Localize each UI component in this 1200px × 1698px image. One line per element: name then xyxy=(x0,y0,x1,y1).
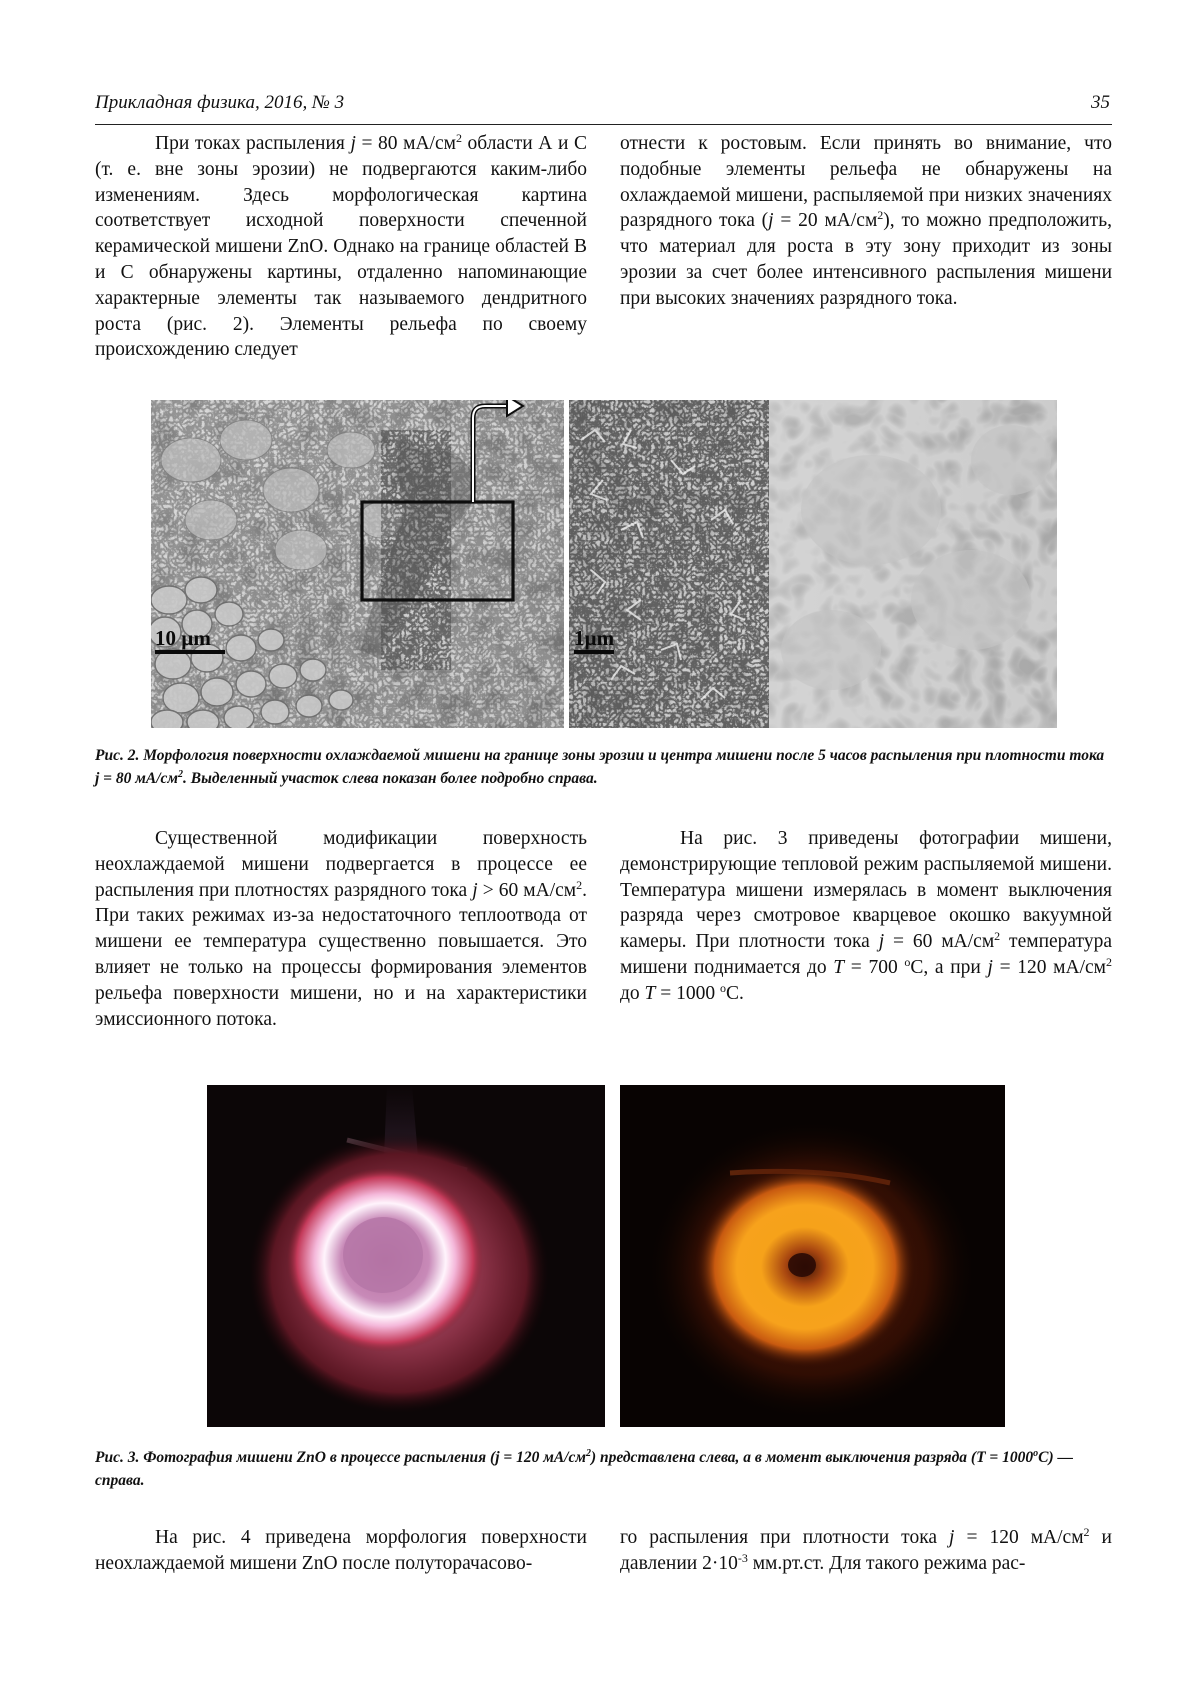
degree-mark: o xyxy=(1033,1448,1039,1459)
text-column-right-2 xyxy=(620,826,1112,1007)
superscript: 2 xyxy=(1083,1525,1090,1539)
text-run: С. xyxy=(726,982,744,1004)
caption-text: Рис. 3. Фотография мишени ZnO в процессе распыления (j = 120 мА/см xyxy=(95,1449,586,1466)
text-run: При токах распыления xyxy=(155,133,351,154)
text-run: го распыления при плотности тока xyxy=(620,1527,950,1548)
paragraph xyxy=(620,826,1112,1007)
paragraph xyxy=(620,131,1112,312)
text-run: = 700 xyxy=(844,956,905,978)
text-run: температура мишени поднимается до xyxy=(620,931,1112,978)
scale-bar-right xyxy=(574,650,614,654)
superscript: 2 xyxy=(994,929,1001,944)
text-run: Существенной модификации поверхность неохлаждаемой мишени подвергается в процессе ее распыления при плотностях разрядного тока xyxy=(95,828,587,901)
symbol-j: j xyxy=(472,879,478,901)
superscript: 2 xyxy=(576,877,583,892)
text-run: . При таких режимах из-за недостаточного теплоотвода от мишени ее температура существенно повышается. Это влияет не только на процессы формирования элементов рельефа поверхности мишени, но и на характеристики эмиссионного потока. xyxy=(95,879,587,1030)
symbol-j: j xyxy=(878,931,885,953)
text-column-right-3 xyxy=(620,1525,1112,1577)
superscript: -3 xyxy=(737,1550,748,1565)
superscript: 2 xyxy=(585,1448,591,1459)
paragraph xyxy=(620,1525,1112,1577)
text-column-left-1 xyxy=(95,131,587,363)
caption-text: C) — справа. xyxy=(95,1449,1073,1489)
text-run: = 1000 xyxy=(655,982,721,1004)
header-rule xyxy=(95,124,1112,125)
text-run: и давлении 2·10 xyxy=(620,1527,1112,1574)
text-run: На рис. 3 приведены фотографии мишени, демонстрирующие тепловой режим распыляемой мишени. Температура мишени измерялась в момент выключения разряда через смотровое кварцевое окошко вакуумной камеры. При плотности тока xyxy=(620,828,1112,953)
figure-2-caption xyxy=(95,744,1112,790)
symbol-j: j xyxy=(768,210,774,232)
text-run: = 120 мА/см xyxy=(992,956,1106,978)
text-run: мм.рт.ст. Для такого режима рас- xyxy=(747,1552,1026,1574)
text-run: = 60 мА/см xyxy=(884,931,995,953)
paragraph xyxy=(95,131,587,363)
scale-bar-left xyxy=(155,650,225,654)
symbol-j: j xyxy=(350,133,356,154)
text-run: На рис. 4 приведена морфология поверхности неохлаждаемой мишени ZnO после полуторачасово- xyxy=(95,1527,587,1574)
figure-3-caption xyxy=(95,1446,1112,1492)
text-run: = 80 мА/см xyxy=(355,133,456,154)
text-column-left-3 xyxy=(95,1525,587,1577)
paragraph xyxy=(95,826,587,1032)
superscript: 2 xyxy=(877,208,884,223)
text-run: = 120 мА/см xyxy=(954,1527,1084,1548)
degree-mark: o xyxy=(720,980,727,995)
symbol-t: T xyxy=(644,982,656,1004)
scale-bar-right-label: 1µm xyxy=(574,626,615,650)
superscript: 2 xyxy=(1106,954,1112,969)
text-run: С, а при xyxy=(910,956,988,978)
caption-text: . Выделенный участок слева показан более подробно справа. xyxy=(183,770,598,787)
running-header-journal: Прикладная физика, 2016, № 3 xyxy=(95,92,345,113)
caption-text: Рис. 2. Морфология поверхности охлаждаемой мишени на границе зоны эрозии и центра мишени после 5 часов распыления при плотности тока j = 80 мА/см xyxy=(95,747,1105,787)
text-column-left-2 xyxy=(95,826,587,1032)
symbol-t: T xyxy=(833,956,845,978)
scale-bar-left-label: 10 µm xyxy=(155,626,211,650)
text-run: области А и С (т. е. вне зоны эрозии) не подвергаются каким-либо изменениям. Здесь морфологическая картина соответствует исходной поверхности спеченной керамической мишени ZnO. Однако на границе областей В и С обнаружены картины, отдаленно напоминающие характерные элементы так называемого дендритного роста (рис. 2). Элементы рельефа по своему происхождению следует xyxy=(95,133,587,361)
text-column-right-1 xyxy=(620,131,1112,312)
symbol-j: j xyxy=(949,1527,955,1548)
caption-text: ) представлена слева, а в момент выключения разряда (T = 1000 xyxy=(590,1449,1034,1466)
superscript: 2 xyxy=(455,131,462,145)
page-number: 35 xyxy=(1091,92,1110,113)
text-run: = 20 мА/см xyxy=(773,210,878,232)
sem-image-left xyxy=(151,400,564,728)
paragraph xyxy=(95,1525,587,1577)
text-run: отнести к ростовым. Если принять во внимание, что подобные элементы рельефа не обнаружены на охлаждаемой мишени, распыляемой при низких значениях разрядного тока ( xyxy=(620,133,1112,232)
figure-3-photo-left xyxy=(207,1085,605,1427)
figure-3-photo-right xyxy=(620,1085,1005,1427)
sem-image-right xyxy=(569,400,1057,728)
text-run: ), то можно предположить, что материал для роста в эту зону приходит из зоны эрозии за счет более интенсивного распыления мишени при высоких значениях разрядного тока. xyxy=(620,210,1112,309)
figure-2-sem-images xyxy=(151,400,1057,728)
symbol-j: j xyxy=(987,956,993,978)
text-run: > 60 мА/см xyxy=(477,879,577,901)
text-run: до xyxy=(620,982,645,1004)
degree-mark: o xyxy=(904,954,911,969)
superscript: 2 xyxy=(178,769,184,780)
